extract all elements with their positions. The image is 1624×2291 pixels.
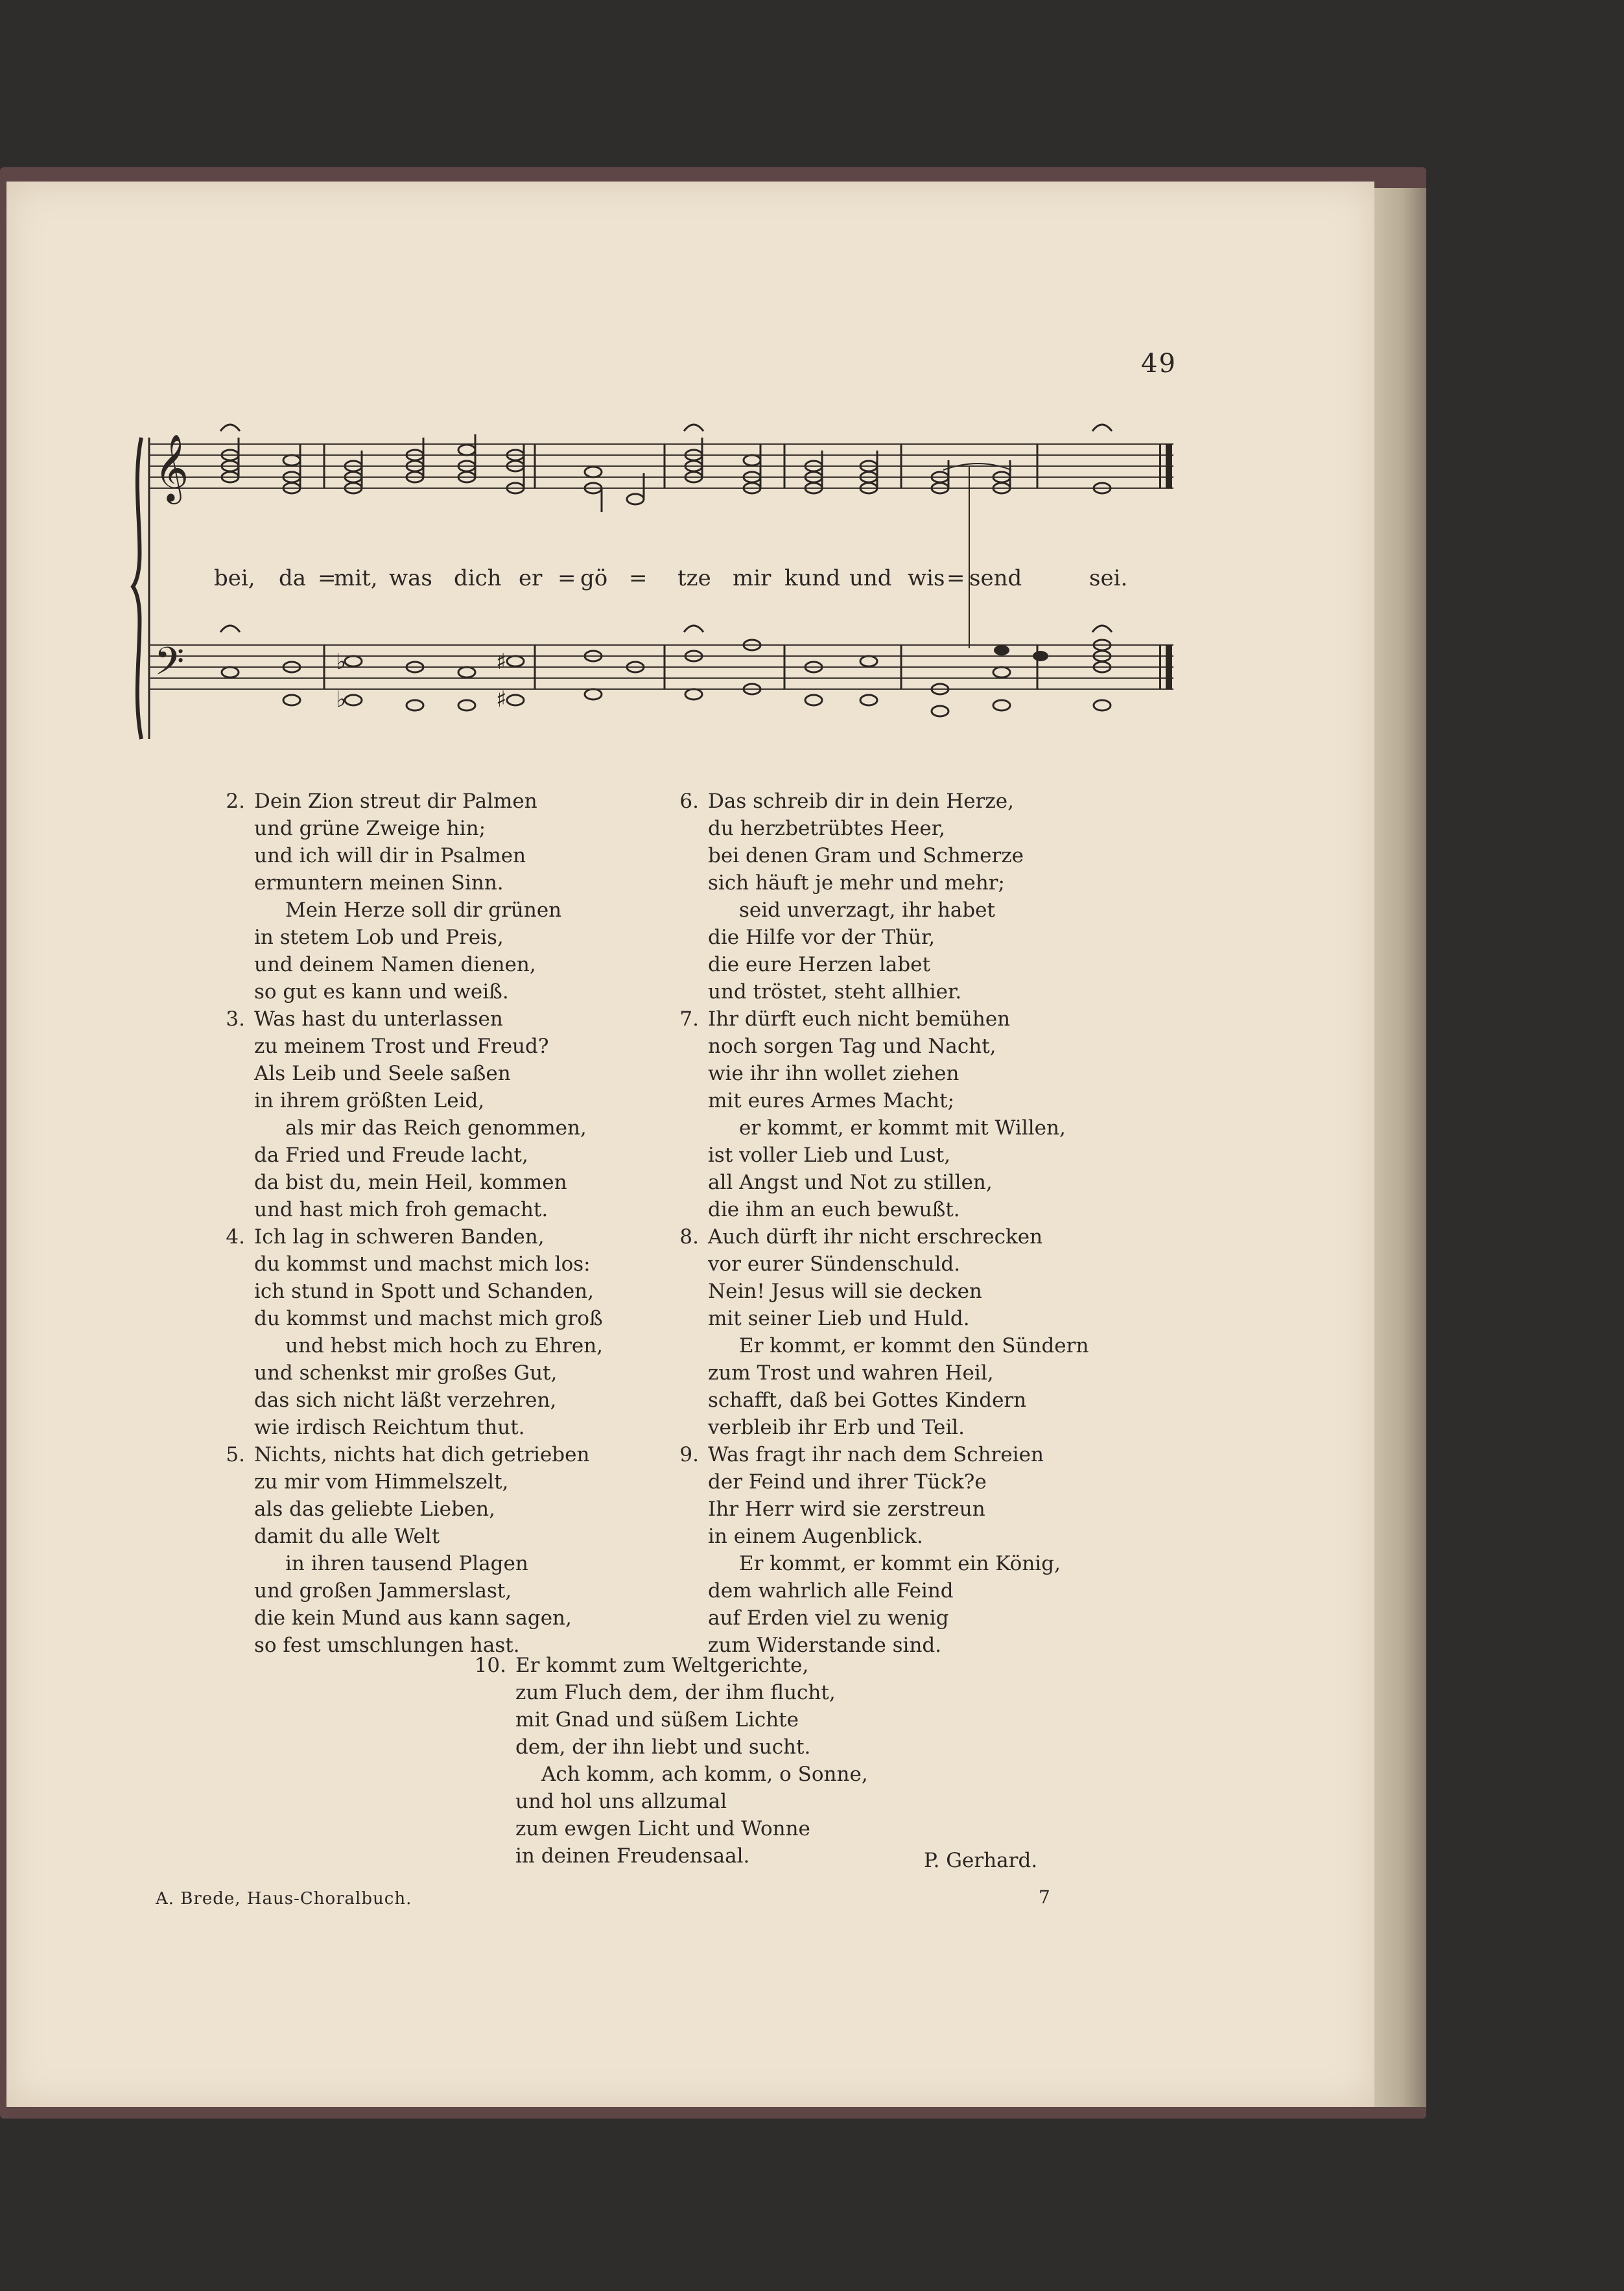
verse-line: das sich nicht läßt verzehren, (254, 1389, 557, 1412)
lyric-syllable: dich (454, 565, 502, 591)
bass-staff (149, 645, 1173, 689)
verse-7 (668, 1005, 1135, 1223)
verse-line: und hebst mich hoch zu Ehren, (285, 1334, 604, 1357)
treble-stems (239, 434, 1010, 512)
verse-line: und deinem Namen dienen, (254, 953, 536, 976)
bass-quarter-notes (994, 645, 1048, 661)
lyric-syllable: was (389, 565, 432, 591)
treble-staff (149, 444, 1173, 488)
verse-line: und schenkst mir großes Gut, (254, 1361, 558, 1385)
verse-line: zum Fluch dem, der ihm flucht, (515, 1681, 836, 1704)
verse-line: vor eurer Sündenschuld. (708, 1252, 961, 1276)
treble-notes (222, 445, 1111, 504)
verse-2 (214, 788, 668, 1005)
book-edge (1368, 188, 1426, 2107)
verse-line: sich häuft je mehr und mehr; (708, 871, 1005, 895)
verse-line: zum ewgen Licht und Wonne (515, 1817, 810, 1840)
verses-right-column (668, 788, 1135, 1659)
verse-line: all Angst und Not zu stillen, (708, 1171, 993, 1194)
lyric-syllable: gö (580, 565, 608, 591)
treble-clef: 𝄞 (154, 434, 189, 502)
lyrics-row (214, 565, 1173, 598)
verse-line: Was hast du unterlassen (254, 1007, 503, 1031)
verse-line: Dein Zion streut dir Palmen (254, 790, 537, 813)
verse-line: Was fragt ihr nach dem Schreien (708, 1443, 1044, 1466)
svg-text:♯: ♯ (496, 687, 507, 712)
verse-number: 4. (226, 1225, 245, 1249)
verse-line: noch sorgen Tag und Nacht, (708, 1035, 996, 1058)
lyric-syllable: = (558, 565, 576, 591)
verse-line: in einem Augenblick. (708, 1525, 923, 1548)
verse-line: so fest umschlungen hast. (254, 1634, 520, 1657)
verse-line: du kommst und machst mich los: (254, 1252, 591, 1276)
verse-line: und grüne Zweige hin; (254, 817, 486, 840)
verse-line: wie irdisch Reichtum thut. (254, 1416, 525, 1439)
verse-line: Auch dürft ihr nicht erschrecken (708, 1225, 1043, 1249)
verse-line: als mir das Reich genommen, (285, 1116, 587, 1140)
svg-text:♭: ♭ (336, 649, 347, 675)
verse-line: zu mir vom Himmelszelt, (254, 1470, 509, 1494)
verse-line: zum Trost und wahren Heil, (708, 1361, 994, 1385)
verse-line: und tröstet, steht allhier. (708, 980, 962, 1004)
verse-line: mit Gnad und süßem Lichte (515, 1708, 799, 1732)
verse-number: 6. (679, 790, 699, 813)
verse-line: und hast mich froh gemacht. (254, 1198, 548, 1221)
system-brace (133, 438, 141, 739)
verse-9 (668, 1441, 1135, 1659)
verse-number: 10. (474, 1654, 506, 1677)
verse-line: Als Leib und Seele saßen (254, 1062, 511, 1085)
verse-line: die eure Herzen labet (708, 953, 931, 976)
verse-line: mit seiner Lieb und Huld. (708, 1307, 970, 1330)
verse-5 (214, 1441, 668, 1659)
signature-mark: 7 (1039, 1886, 1050, 1908)
verse-line: Ihr dürft euch nicht bemühen (708, 1007, 1011, 1031)
verse-line: da Fried und Freude lacht, (254, 1144, 528, 1167)
lyric-syllable: bei, (214, 565, 255, 591)
verse-line: Er kommt, er kommt ein König, (739, 1552, 1061, 1575)
verse-line: er kommt, er kommt mit Willen, (739, 1116, 1066, 1140)
verse-line: ist voller Lieb und Lust, (708, 1144, 951, 1167)
verse-line: in ihren tausend Plagen (285, 1552, 528, 1575)
verse-line: und ich will dir in Psalmen (254, 844, 526, 867)
verse-line: in deinen Freudensaal. (515, 1844, 750, 1868)
verses-left-column (214, 788, 668, 1659)
lyric-syllable: er (519, 565, 543, 591)
verse-number: 9. (679, 1443, 699, 1466)
verse-line: mit eures Armes Macht; (708, 1089, 955, 1112)
lyric-syllable: wis (908, 565, 945, 591)
verse-line: die Hilfe vor der Thür, (708, 926, 936, 949)
verse-10 (464, 1652, 1047, 1870)
verse-line: als das geliebte Lieben, (254, 1498, 495, 1521)
lyric-syllable: mir (733, 565, 771, 591)
verse-final-column (464, 1652, 1047, 1870)
verse-line: du kommst und machst mich groß (254, 1307, 603, 1330)
verse-line: ermuntern meinen Sinn. (254, 871, 504, 895)
verse-number: 8. (679, 1225, 699, 1249)
verse-line: zu meinem Trost und Freud? (254, 1035, 549, 1058)
verse-4 (214, 1223, 668, 1441)
verse-line: dem wahrlich alle Feind (708, 1579, 954, 1603)
lyric-syllable: da (279, 565, 307, 591)
verse-line: der Feind und ihrer Tück?e (708, 1470, 987, 1494)
lyric-syllable: mit, (334, 565, 378, 591)
verse-line: dem, der ihn liebt und sucht. (515, 1735, 811, 1759)
verse-line: Ihr Herr wird sie zerstreun (708, 1498, 985, 1521)
lyric-syllable: = (629, 565, 648, 591)
verse-line: in ihrem größten Leid, (254, 1089, 485, 1112)
verse-number: 2. (226, 790, 245, 813)
verse-line: auf Erden viel zu wenig (708, 1606, 949, 1630)
verse-line: damit du alle Welt (254, 1525, 440, 1548)
verse-line: wie ihr ihn wollet ziehen (708, 1062, 959, 1085)
verse-line: schafft, daß bei Gottes Kindern (708, 1389, 1027, 1412)
verse-line: zum Widerstande sind. (708, 1634, 942, 1657)
verse-line: seid unverzagt, ihr habet (739, 899, 995, 922)
verse-line: die kein Mund aus kann sagen, (254, 1606, 572, 1630)
verse-line: du herzbetrübtes Heer, (708, 817, 945, 840)
bass-clef: 𝄢 (154, 639, 185, 693)
svg-text:♭: ♭ (336, 687, 347, 712)
verse-line: Er kommt, er kommt den Sündern (739, 1334, 1089, 1357)
verse-line: so gut es kann und weiß. (254, 980, 509, 1004)
verse-number: 7. (679, 1007, 699, 1031)
author-attribution: P. Gerhard. (924, 1849, 1038, 1872)
verse-line: und hol uns allzumal (515, 1790, 727, 1813)
verse-line: Er kommt zum Weltgerichte, (515, 1654, 809, 1677)
verse-line: ich stund in Spott und Schanden, (254, 1280, 594, 1303)
verse-8 (668, 1223, 1135, 1441)
page-number: 49 (1141, 349, 1177, 379)
verse-line: bei denen Gram und Schmerze (708, 844, 1024, 867)
verse-line: in stetem Lob und Preis, (254, 926, 504, 949)
verse-line: Ich lag in schweren Banden, (254, 1225, 545, 1249)
verse-number: 3. (226, 1007, 245, 1031)
lyric-syllable: tze (677, 565, 711, 591)
verse-line: die ihm an euch bewußt. (708, 1198, 960, 1221)
book-title-footer: A. Brede, Haus-Choralbuch. (156, 1889, 412, 1909)
lyric-syllable: = (947, 565, 965, 591)
verse-line: und großen Jammerslast, (254, 1579, 512, 1603)
verse-line: da bist du, mein Heil, kommen (254, 1171, 567, 1194)
lyric-syllable: kund (784, 565, 841, 591)
verse-line: Ach komm, ach komm, o Sonne, (541, 1763, 868, 1786)
verse-line: Nichts, nichts hat dich getrieben (254, 1443, 590, 1466)
verse-line: Mein Herze soll dir grünen (285, 899, 562, 922)
verse-line: Das schreib dir in dein Herze, (708, 790, 1014, 813)
lyric-syllable: sei. (1089, 565, 1128, 591)
verse-number: 5. (226, 1443, 245, 1466)
verse-line: verbleib ihr Erb und Teil. (708, 1416, 965, 1439)
lyric-syllable: send (969, 565, 1022, 591)
lyric-syllable: und (849, 565, 892, 591)
verse-line: Nein! Jesus will sie decken (708, 1280, 982, 1303)
lyric-syllable: = (318, 565, 336, 591)
svg-text:♯: ♯ (496, 649, 507, 675)
verse-6 (668, 788, 1135, 1005)
verse-3 (214, 1005, 668, 1223)
